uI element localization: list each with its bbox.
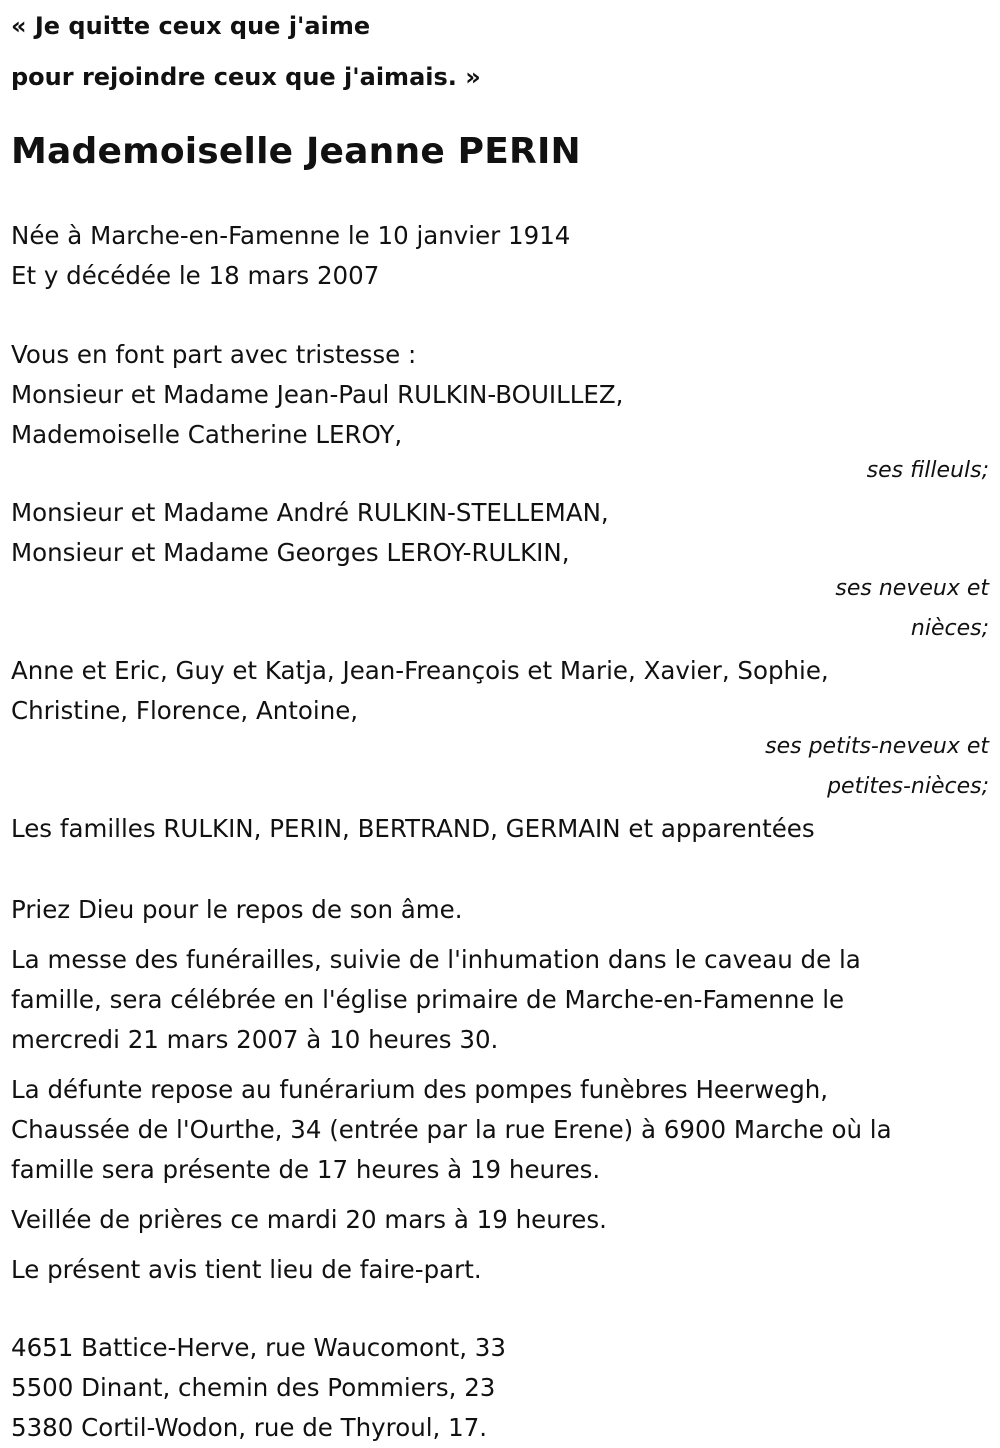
death-line: Et y décédée le 18 mars 2007	[11, 261, 380, 290]
announcement-block	[11, 335, 991, 849]
families-line: Les familles RULKIN, PERIN, BERTRAND, GERMAIN et apparentées	[11, 814, 815, 843]
rest-line: Chaussée de l'Ourthe, 34 (entrée par la rue Erene) à 6900 Marche où la	[11, 1115, 892, 1144]
address-line: 5380 Cortil-Wodon, rue de Thyroul, 17.	[11, 1413, 488, 1442]
birth-line: Née à Marche-en-Famenne le 10 janvier 1914	[11, 221, 571, 250]
address-line: 4651 Battice-Herve, rue Waucomont, 33	[11, 1333, 506, 1362]
quote-line-1: « Je quitte ceux que j'aime	[11, 12, 371, 40]
addresses-block	[11, 1328, 991, 1448]
epigraph-quote	[11, 0, 991, 102]
prayer-line: Priez Dieu pour le repos de son âme.	[11, 895, 463, 924]
grandnephew-names: Anne et Eric, Guy et Katja, Jean-Freançois et Marie, Xavier, Sophie,	[11, 656, 829, 685]
godchildren-group	[11, 375, 991, 491]
mass-line: famille, sera célébrée en l'église primaire de Marche-en-Famenne le	[11, 985, 845, 1014]
rest-line: famille sera présente de 17 heures à 19 heures.	[11, 1155, 601, 1184]
quote-line-2: pour rejoindre ceux que j'aimais. »	[11, 63, 481, 91]
obituary-notice	[11, 0, 991, 1448]
deceased-name: Mademoiselle Jeanne PERIN	[11, 131, 581, 172]
mass-line: mercredi 21 mars 2007 à 10 heures 30.	[11, 1025, 499, 1054]
service-info	[11, 890, 991, 1290]
rest-paragraph	[11, 1070, 991, 1190]
announcement-intro: Vous en font part avec tristesse :	[11, 340, 417, 369]
godchild-name: Mademoiselle Catherine LEROY,	[11, 420, 403, 449]
godchild-name: Monsieur et Madame Jean-Paul RULKIN-BOUILLEZ,	[11, 380, 624, 409]
mass-line: La messe des funérailles, suivie de l'inhumation dans le caveau de la	[11, 945, 861, 974]
nephew-name: Monsieur et Madame Georges LEROY-RULKIN,	[11, 538, 570, 567]
grandnephews-relation-line-2: petites-nièces;	[827, 774, 989, 799]
notice-line: Le présent avis tient lieu de faire-part.	[11, 1255, 482, 1284]
godchildren-relation: ses filleuls;	[866, 458, 989, 483]
rest-line: La défunte repose au funérarium des pompes funèbres Heerwegh,	[11, 1075, 829, 1104]
grandnephew-names: Christine, Florence, Antoine,	[11, 696, 359, 725]
grandnephews-relation-line-1: ses petits-neveux et	[765, 734, 989, 759]
birth-death-info	[11, 216, 991, 296]
nephews-relation-line-2: nièces;	[910, 616, 989, 641]
nephews-relation-line-1: ses neveux et	[835, 576, 989, 601]
vigil-line: Veillée de prières ce mardi 20 mars à 19 heures.	[11, 1205, 607, 1234]
nephew-name: Monsieur et Madame André RULKIN-STELLEMAN,	[11, 498, 609, 527]
grandnephews-group	[11, 651, 991, 807]
mass-paragraph	[11, 940, 991, 1060]
address-line: 5500 Dinant, chemin des Pommiers, 23	[11, 1373, 496, 1402]
nephews-group	[11, 493, 991, 649]
